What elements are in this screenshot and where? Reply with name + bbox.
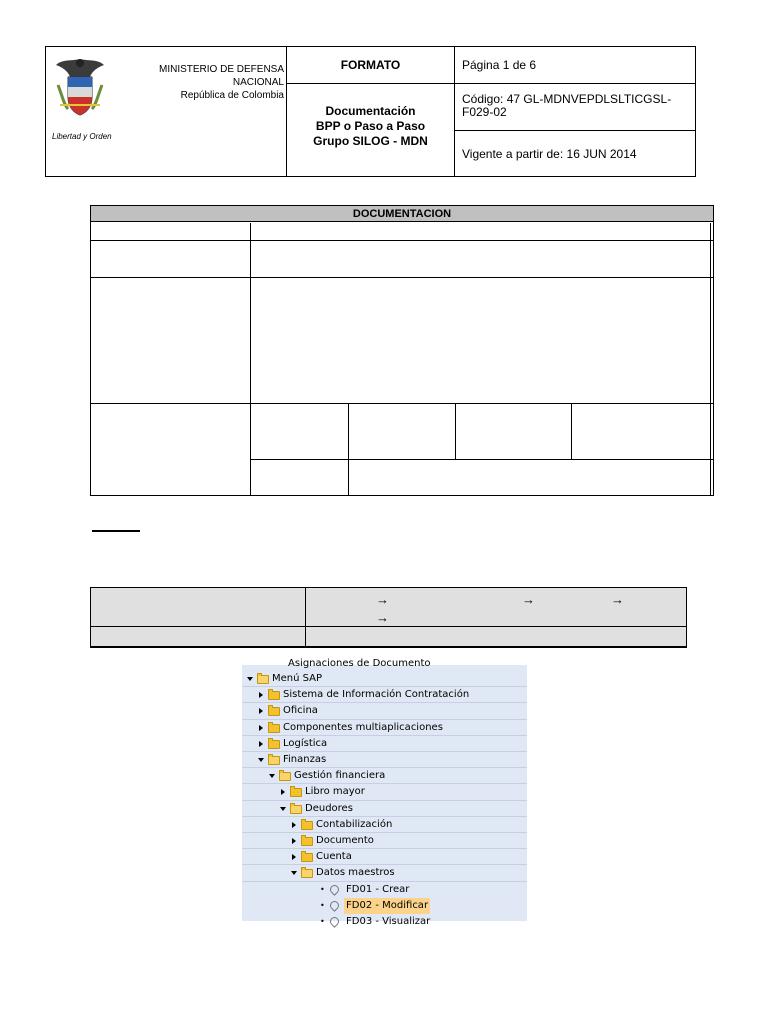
expand-right-icon[interactable] (292, 854, 296, 860)
arrow-1: → (376, 592, 389, 607)
document-title-line-3: Grupo SILOG - MDN (313, 134, 428, 148)
folder-icon (301, 853, 313, 862)
section-underline (92, 530, 140, 532)
expand-right-icon[interactable] (292, 838, 296, 844)
document-title-line-2: BPP o Paso a Paso (315, 119, 426, 133)
tree-item-label: Componentes multiaplicaciones (283, 721, 443, 733)
transaction-label: FD01 - Crear (346, 883, 410, 895)
document-code: Código: 47 GL-MDNVEPDLSLTICGSL-F029-02 (455, 84, 695, 131)
row-divider (91, 626, 686, 627)
documentation-title: DOCUMENTACION (91, 206, 713, 222)
tree-item-label: Asignaciones de Documento (288, 658, 431, 669)
tree-item[interactable] (242, 849, 527, 865)
document-title (287, 84, 454, 176)
expand-right-icon[interactable] (259, 692, 263, 698)
header-title-cell (287, 47, 455, 176)
folder-open-icon (290, 805, 302, 814)
arrow-3: → (611, 592, 624, 607)
expand-down-icon[interactable] (247, 677, 253, 681)
motto: Libertad y Orden (52, 132, 112, 141)
tree-item-label: Libro mayor (305, 786, 365, 798)
tree-item[interactable] (242, 703, 527, 719)
coat-of-arms-icon (52, 55, 108, 119)
column-divider (348, 403, 349, 495)
valid-from: Vigente a partir de: 16 JUN 2014 (462, 146, 637, 161)
transaction-path-table (90, 587, 687, 648)
tree-item[interactable] (242, 865, 527, 881)
expand-right-icon[interactable] (259, 741, 263, 747)
tree-row-cut (242, 656, 527, 672)
expand-right-icon[interactable] (281, 789, 285, 795)
arrow-2: → (522, 592, 535, 607)
documentation-table (90, 205, 714, 496)
folder-icon (290, 788, 302, 797)
bullet-icon: • (320, 917, 325, 926)
expand-right-icon[interactable] (292, 822, 296, 828)
transaction-item[interactable] (242, 882, 527, 898)
folder-icon (301, 837, 313, 846)
tree-item-label: Cuenta (316, 851, 352, 863)
document-header (45, 46, 696, 177)
folder-open-icon (301, 869, 313, 878)
folder-icon (268, 691, 280, 700)
transaction-cube-icon (328, 883, 341, 896)
tree-item-label: Finanzas (283, 754, 327, 765)
tree-item-label: Logística (283, 737, 328, 749)
ministry-title: MINISTERIO DE DEFENSA NACIONAL (158, 64, 284, 88)
folder-open-icon (279, 772, 291, 781)
tree-item-label: Gestión financiera (294, 770, 386, 782)
row-divider (91, 403, 713, 404)
expand-down-icon[interactable] (280, 807, 286, 811)
expand-down-icon[interactable] (269, 774, 275, 778)
column-divider (710, 223, 711, 495)
expand-right-icon[interactable] (259, 708, 263, 714)
tree-item[interactable] (242, 687, 527, 703)
sap-menu-tree (242, 658, 527, 927)
bullet-icon: • (320, 884, 325, 894)
column-divider (305, 588, 306, 646)
tree-item[interactable] (242, 671, 527, 687)
header-meta-cell (455, 47, 695, 176)
bullet-icon: • (320, 900, 325, 910)
document-title-line-1: Documentación (325, 104, 416, 118)
tree-item[interactable] (242, 784, 527, 800)
row-divider (91, 277, 713, 278)
ministry-name (116, 63, 284, 102)
folder-icon (268, 724, 280, 733)
format-label: FORMATO (287, 47, 454, 84)
folder-open-icon (257, 675, 269, 684)
transaction-item[interactable] (242, 898, 527, 914)
tree-item[interactable] (242, 720, 527, 736)
arrow-4: → (376, 610, 389, 625)
country-name: República de Colombia (180, 90, 284, 101)
tree-item-label: Sistema de Información Contratación (283, 689, 470, 701)
folder-icon (268, 707, 280, 716)
tree-item-label: Menú SAP (272, 673, 323, 684)
expand-down-icon[interactable] (291, 871, 297, 875)
transaction-cube-icon (328, 915, 341, 928)
header-logo-cell (46, 47, 287, 176)
tree-item[interactable] (242, 833, 527, 849)
page-number: Página 1 de 6 (455, 47, 695, 84)
column-divider (455, 403, 456, 459)
tree-item[interactable] (242, 768, 527, 784)
tree-item-label: Documento (316, 835, 374, 846)
folder-open-icon (268, 756, 280, 765)
expand-down-icon[interactable] (258, 758, 264, 762)
expand-right-icon[interactable] (259, 725, 263, 731)
column-divider (571, 403, 572, 459)
transaction-label-selected: FD02 - Modificar (344, 898, 430, 914)
tree-item[interactable] (242, 736, 527, 752)
tree-item-label: Contabilización (316, 818, 393, 830)
tree-item-label: Deudores (305, 802, 353, 814)
folder-icon (301, 821, 313, 830)
folder-icon (268, 740, 280, 749)
tree-item[interactable] (242, 817, 527, 833)
tree-item[interactable] (242, 752, 527, 768)
tree-item-label: Datos maestros (316, 867, 395, 879)
transaction-label: FD03 - Visualizar (346, 916, 431, 927)
transaction-item[interactable] (242, 914, 527, 930)
row-divider (250, 459, 713, 460)
row-divider (91, 240, 713, 241)
tree-item-label: Oficina (283, 705, 318, 717)
column-divider (250, 223, 251, 495)
transaction-cube-icon (328, 899, 341, 912)
tree-item[interactable] (242, 801, 527, 817)
